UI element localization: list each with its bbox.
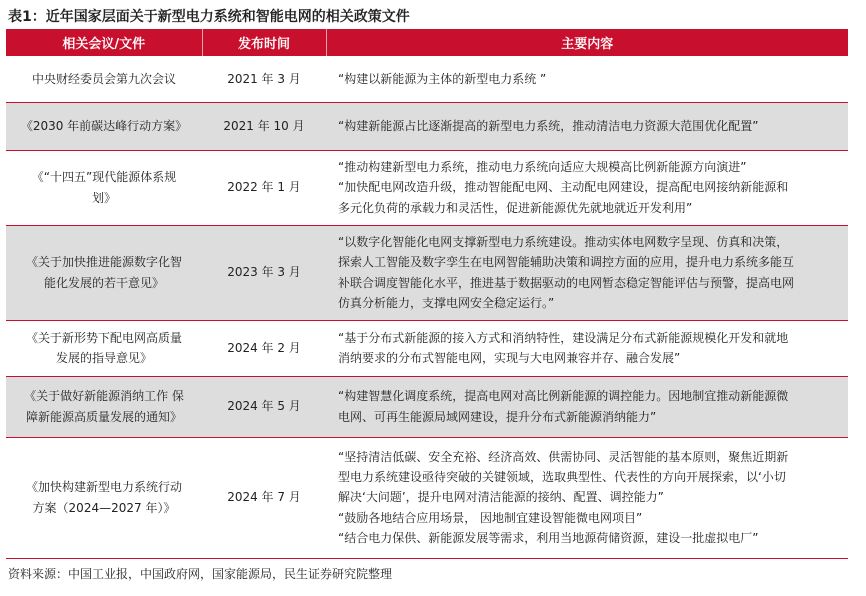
content-line: “构建智慧化调度系统，提高电网对高比例新能源的调控能力。因地制宜推动新能源微 <box>338 389 789 404</box>
date-cell: 2023 年 3 月 <box>202 225 326 320</box>
table-row <box>6 102 848 150</box>
source-note: 资料来源：中国工业报，中国政府网，国家能源局，民生证券研究院整理 <box>8 567 393 581</box>
document-name: 《2030 年前碳达峰行动方案》 <box>20 118 188 133</box>
content-line: 探索人工智能及数字孪生在电网智能辅助决策和调控方面的应用，提升电力系统多能互 <box>338 255 795 270</box>
header-document: 相关会议/文件 <box>6 29 202 56</box>
table-row <box>6 225 848 320</box>
table-row <box>6 56 848 102</box>
document-cell <box>6 102 202 150</box>
content-line: “构建新能源占比逐渐提高的新型电力系统，推动清洁电力资源大范围优化配置” <box>338 118 759 133</box>
document-cell <box>6 225 202 320</box>
content-line: “推动构建新型电力系统，推动电力系统向适应大规模高比例新能源方向演进” <box>338 160 747 175</box>
document-cell <box>6 150 202 225</box>
content-cell <box>326 320 848 376</box>
header-date: 发布时间 <box>202 29 326 56</box>
content-line: 仿真分析能力，支撑电网安全稳定运行。” <box>338 295 555 310</box>
date-cell: 2024 年 7 月 <box>202 437 326 558</box>
table-row <box>6 376 848 437</box>
content-line: “结合电力保供、新能源发展等需求，利用当地源荷储资源，建设一批虚拟电厂” <box>338 530 759 545</box>
content-cell <box>326 56 848 102</box>
content-line: “以数字化智能化电网支撑新型电力系统建设。推动实体电网数字呈现、仿真和决策， <box>338 234 789 249</box>
content-line: “鼓励各地结合应用场景， 因地制宜建设智能微电网项目” <box>338 510 643 525</box>
table-row <box>6 150 848 225</box>
document-name: 障新能源高质量发展的通知》 <box>25 409 182 424</box>
document-cell <box>6 376 202 437</box>
content-line: “基于分布式新能源的接入方式和消纳特性，建设满足分布式新能源规模化开发和就地 <box>338 330 789 345</box>
content-line: 多元化负荷的承载力和灵活性，促进新能源优先就地就近开发利用” <box>338 200 693 215</box>
date-cell: 2022 年 1 月 <box>202 150 326 225</box>
date-cell: 2024 年 2 月 <box>202 320 326 376</box>
content-cell <box>326 102 848 150</box>
content-line: “构建以新能源为主体的新型电力系统 ” <box>338 71 547 86</box>
content-line: 补联合调度智能化水平，推进基于数据驱动的电网暂态稳定智能评估与预警，提高电网 <box>338 275 795 290</box>
content-line: 电网、可再生能源局域网建设，提升分布式新能源消纳能力” <box>338 409 657 424</box>
content-line: “坚持清洁低碳、安全充裕、经济高效、供需协同、灵活智能的基本原则，聚焦近期新 <box>338 449 789 464</box>
table-row <box>6 320 848 376</box>
document-name: 方案（2024—2027 年）》 <box>32 500 176 515</box>
table-title: 表1：近年国家层面关于新型电力系统和智能电网的相关政策文件 <box>8 9 410 25</box>
document-name: 《关于加快推进能源数字化智 <box>25 255 182 270</box>
date-cell: 2021 年 10 月 <box>202 102 326 150</box>
header-content: 主要内容 <box>326 29 848 56</box>
content-cell <box>326 376 848 437</box>
content-cell <box>326 150 848 225</box>
content-line: “加快配电网改造升级，推动智能配电网、主动配电网建设，提高配电网接纳新能源和 <box>338 180 789 195</box>
content-cell <box>326 437 848 558</box>
date-cell: 2024 年 5 月 <box>202 376 326 437</box>
document-name: 《关于做好新能源消纳工作 保 <box>24 389 184 404</box>
date-cell: 2021 年 3 月 <box>202 56 326 102</box>
document-name: 划》 <box>91 190 116 205</box>
document-name: 中央财经委员会第九次会议 <box>31 71 176 86</box>
document-cell <box>6 320 202 376</box>
content-line: 解决‘大问题’，提升电网对清洁能源的接纳、配置、调控能力” <box>338 490 664 505</box>
document-name: 能化发展的若干意见》 <box>43 275 164 290</box>
policy-table <box>6 29 848 559</box>
document-cell <box>6 56 202 102</box>
document-name: 《加快构建新型电力系统行动 <box>25 480 182 495</box>
document-cell <box>6 437 202 558</box>
document-name: 发展的指导意见》 <box>55 351 152 365</box>
table-header-row <box>6 29 848 56</box>
content-line: 型电力系统建设亟待突破的关键领域，选取典型性、代表性的方向开展探索，以‘小切 <box>338 470 786 485</box>
content-cell <box>326 225 848 320</box>
document-name: 《“十四五”现代能源体系规 <box>31 170 177 185</box>
content-line: 消纳要求的分布式智能电网，实现与大电网兼容并存、融合发展” <box>338 351 681 365</box>
table-row <box>6 437 848 558</box>
document-name: 《关于新形势下配电网高质量 <box>25 330 182 345</box>
